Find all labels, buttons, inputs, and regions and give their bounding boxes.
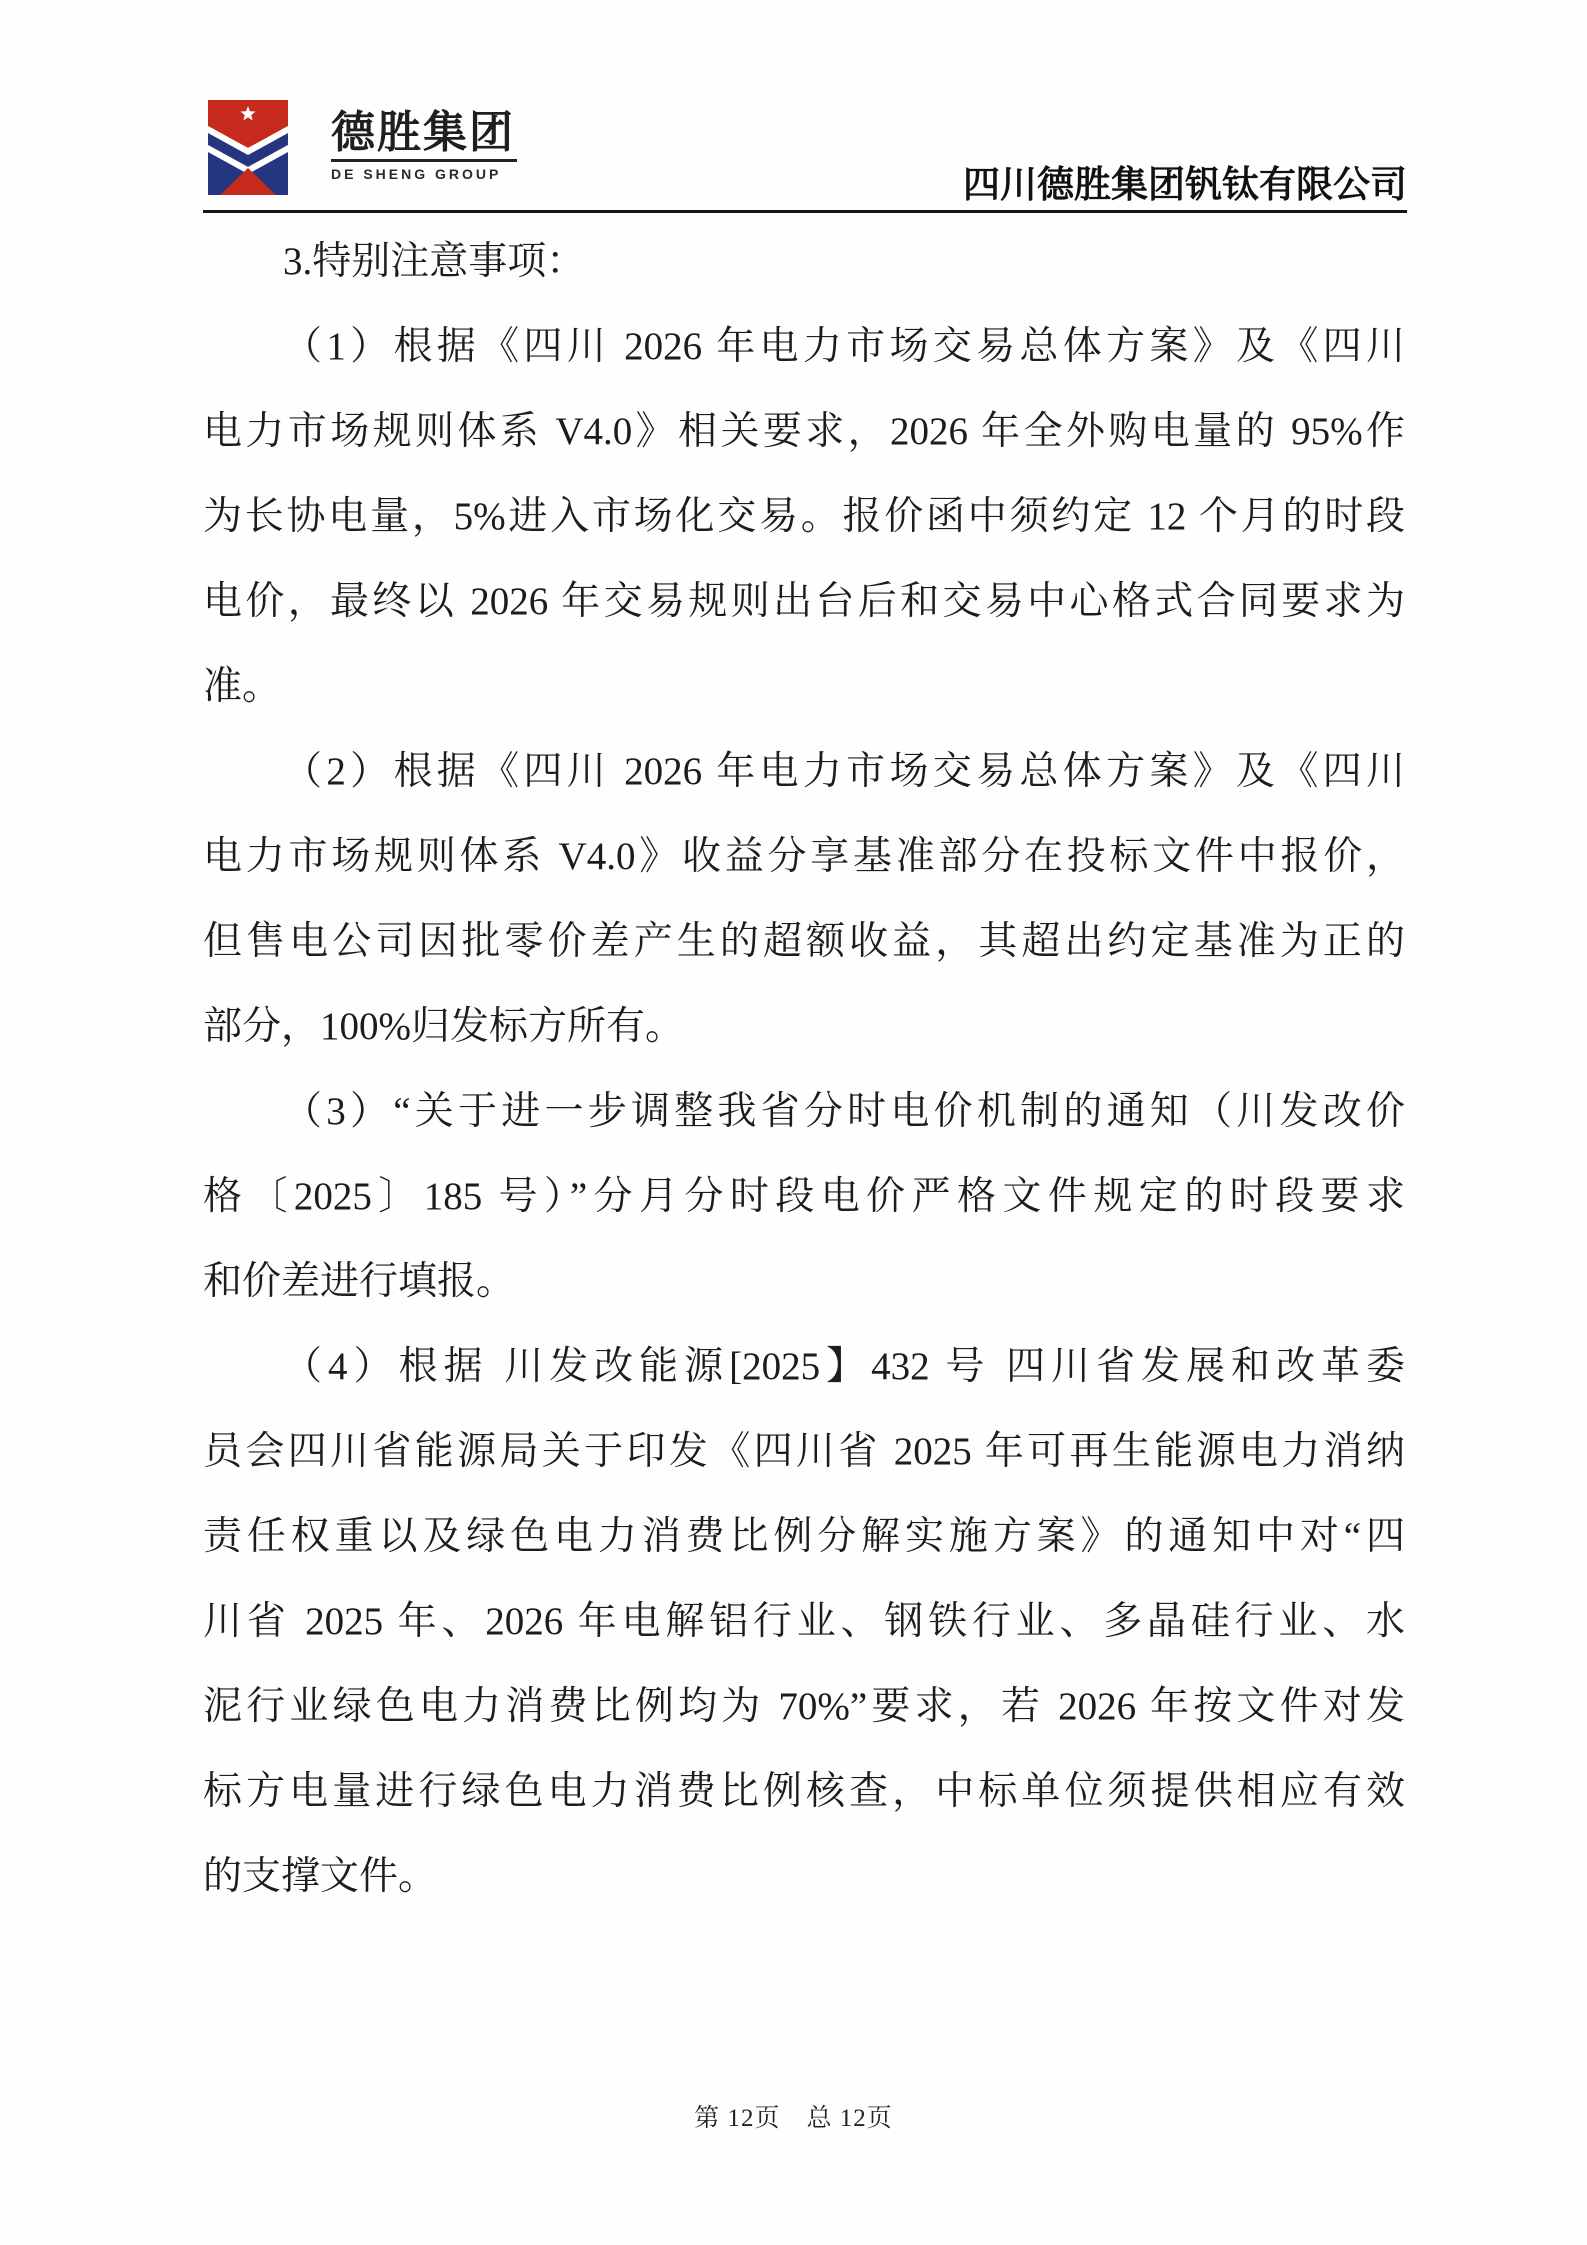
page-number: 第 12页 总 12页 bbox=[694, 2105, 893, 2132]
document-body bbox=[203, 219, 1405, 1919]
body-line: （3）“关于进一步调整我省分时电价机制的通知（川发改价 bbox=[283, 1090, 1405, 1133]
body-line: （2）根据《四川 2026 年电力市场交易总体方案》及《四川 bbox=[283, 750, 1405, 793]
header-rule bbox=[203, 210, 1407, 213]
body-line: 的支撑文件。 bbox=[203, 1855, 438, 1898]
body-line: 和价差进行填报。 bbox=[203, 1260, 516, 1303]
body-line: 电价，最终以 2026 年交易规则出台后和交易中心格式合同要求为 bbox=[203, 580, 1405, 623]
body-line: 标方电量进行绿色电力消费比例核查，中标单位须提供相应有效 bbox=[203, 1770, 1405, 1813]
company-name: 四川德胜集团钒钛有限公司 bbox=[963, 164, 1407, 205]
body-line: （4）根据 川发改能源[2025】432 号 四川省发展和改革委 bbox=[283, 1345, 1405, 1388]
logo-en-text: DE SHENG GROUP bbox=[331, 166, 502, 182]
body-line: 泥行业绿色电力消费比例均为 70%”要求，若 2026 年按文件对发 bbox=[203, 1685, 1405, 1728]
logo-divider bbox=[331, 159, 517, 162]
body-line: 员会四川省能源局关于印发《四川省 2025 年可再生能源电力消纳 bbox=[203, 1430, 1405, 1473]
body-line: 川省 2025 年、2026 年电解铝行业、钢铁行业、多晶硅行业、水 bbox=[203, 1600, 1405, 1643]
body-line: 电力市场规则体系 V4.0》收益分享基准部分在投标文件中报价， bbox=[203, 835, 1405, 878]
body-line: （1）根据《四川 2026 年电力市场交易总体方案》及《四川 bbox=[283, 325, 1405, 368]
body-line: 格〔2025〕185 号）”分月分时段电价严格文件规定的时段要求 bbox=[203, 1175, 1405, 1218]
body-line: 电力市场规则体系 V4.0》相关要求，2026 年全外购电量的 95%作 bbox=[203, 410, 1405, 453]
body-line: 责任权重以及绿色电力消费比例分解实施方案》的通知中对“四 bbox=[203, 1515, 1405, 1558]
body-line: 但售电公司因批零价差产生的超额收益，其超出约定基准为正的 bbox=[203, 920, 1405, 963]
body-line: 准。 bbox=[203, 665, 282, 708]
logo-cn-text: 德胜集团 bbox=[331, 108, 515, 157]
body-line: 3.特别注意事项： bbox=[283, 240, 586, 283]
page-footer bbox=[0, 2098, 1587, 2134]
body-line: 为长协电量，5%进入市场化交易。报价函中须约定 12 个月的时段 bbox=[203, 495, 1405, 538]
body-line: 部分，100%归发标方所有。 bbox=[203, 1005, 684, 1048]
